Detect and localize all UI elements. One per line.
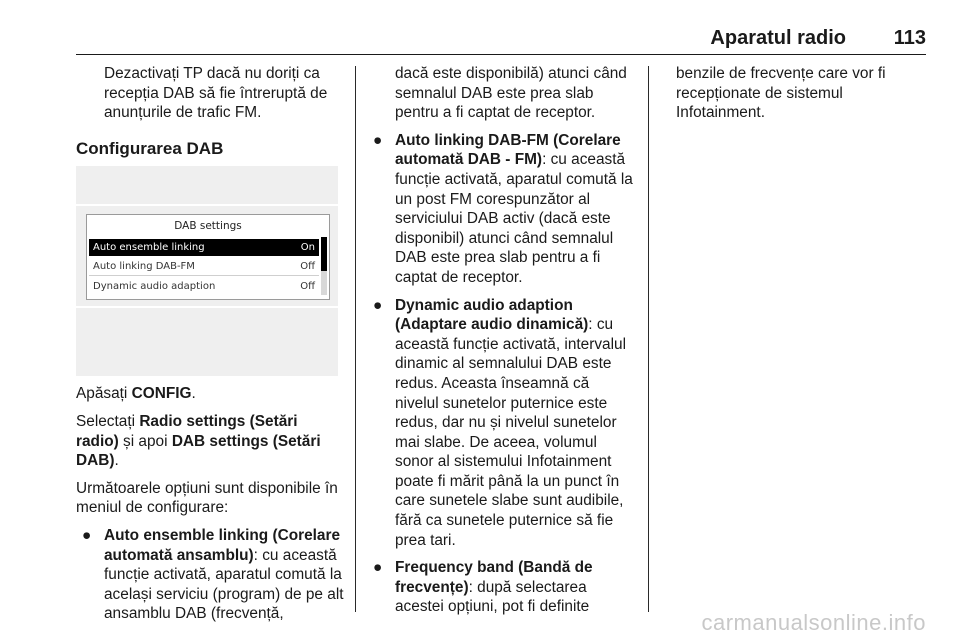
dab-scrollbar [321,237,327,295]
dab-row-auto-ensemble-linking [89,239,319,256]
column-1 [76,64,344,624]
instruction-select-settings: Selectați Radio settings (Setări radio) și apoi DAB settings (Setări DAB). [76,412,321,470]
figure-stripe [76,204,338,206]
dab-row-value: On [300,242,315,254]
dab-row-value: Off [300,261,315,273]
dab-row-label: Auto ensemble linking [93,242,205,254]
header-title: Aparatul radio [710,27,846,49]
column-2 [367,64,635,617]
options-intro: Următoarele opțiuni sunt disponibile în meniul de configurare: [76,479,338,517]
bullet-auto-linking-dab-fm: ● Auto linking DAB-FM (Corelare automată DAB - FM): cu această funcție activată, aparatul comută la un post FM corespunzător al serviciului DAB activ (dacă este disponibil) atunci când semnalul DAB este prea slab pentru a fi captat de receptor. [373,131,633,286]
bullet-auto-ensemble-linking: ● Auto ensemble linking (Corelare automată ansamblu): cu această funcție activată, aparatul comută la același serviciu (program) de pe alt ansamblu DAB (frecvență, [82,526,344,623]
page-number: 113 [893,27,926,49]
bullet-icon: ● [82,526,92,544]
dab-row-value: Off [300,281,315,293]
dab-row-dynamic-audio-adaption [89,278,319,295]
page-header [76,26,926,55]
tp-note: Dezactivați TP dacă nu doriți ca recepția DAB să fie întreruptă de anunțurile de trafic FM. [104,65,328,122]
dab-row-auto-linking-dab-fm [89,258,319,276]
bullet-icon: ● [373,296,383,314]
figure-stripe [76,306,338,308]
bullet-continuation: dacă este disponibilă) atunci când semnalul DAB este prea slab pentru a fi captat de receptor. [395,65,627,122]
bullet-icon: ● [373,131,383,149]
frequency-band-continuation: benzile de frecvențe care vor fi recepționate de sistemul Infotainment. [676,65,886,122]
dab-settings-title: DAB settings [174,220,242,233]
column-divider-2 [648,66,649,612]
dab-settings-term: DAB settings (Setări DAB) [76,432,321,470]
section-heading: Configurarea DAB [76,138,224,158]
dab-settings-screenshot [76,166,338,376]
config-key: CONFIG [131,385,192,403]
dab-row-label: Auto linking DAB-FM [93,261,195,273]
dab-row-label: Dynamic audio adaption [93,281,216,293]
column-divider-1 [355,66,356,612]
bullet-icon: ● [373,559,383,577]
radio-settings-term: Radio settings (Setări radio) [76,412,298,450]
watermark: carmanualsonline.info [701,610,926,635]
instruction-press-config: Apăsați CONFIG. [76,385,196,403]
column-3 [676,64,926,123]
bullet-frequency-band: ● Frequency band (Bandă de frecvențe): după selectarea acestei opțiuni, pot fi definite [373,559,593,616]
dab-settings-panel [86,214,330,300]
dab-scroll-thumb [321,237,327,271]
bullet-dynamic-audio-adaption: ● Dynamic audio adaption (Adaptare audio dinamică): cu această funcție activată, intervalul dinamic al semnalului DAB este redus. Aceasta înseamnă că nivelul sunetelor puternice este redus, dar nu și nivelul sunetelor mai slabe. De aceea, volumul sonor al sistemului Infotainment poate fi mărit până la un punct în care sunetele slabe sunt audibile, fără ca sunetele puternice să fie prea tari. [373,296,626,549]
